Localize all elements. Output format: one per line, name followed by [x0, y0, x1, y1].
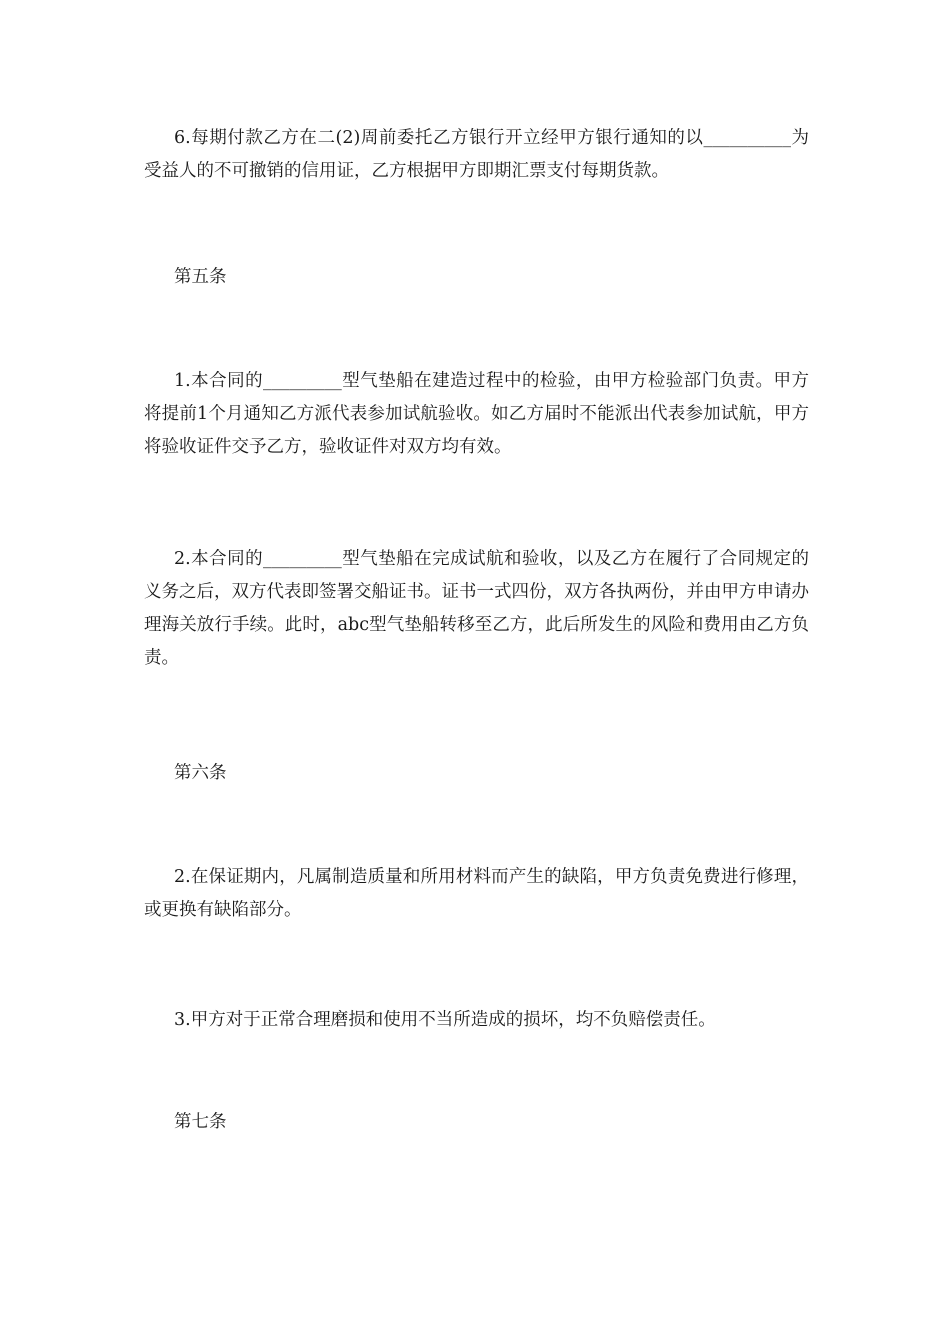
- paragraph-delivery-certificate: 2.本合同的_________型气垫船在完成试航和验收，以及乙方在履行了合同规定的义务之后，双方代表即签署交船证书。证书一式四份，双方各执两份，并由甲方申请办理海关放行手续。此时，abc型气垫船转移至乙方，此后所发生的风险和费用由乙方负责。: [144, 549, 809, 668]
- article-heading-6: 第六条: [174, 763, 227, 783]
- paragraph-inspection-trial: 1.本合同的_________型气垫船在建造过程中的检验，由甲方检验部门负责。甲方将提前1个月通知乙方派代表参加试航验收。如乙方届时不能派出代表参加试航，甲方将验收证件交予乙方，验收证件对双方均有效。: [144, 371, 809, 457]
- article-heading-7: 第七条: [174, 1112, 227, 1132]
- article-heading-5: 第五条: [174, 267, 227, 287]
- paragraph-payment-letter-of-credit: 6.每期付款乙方在二(2)周前委托乙方银行开立经甲方银行通知的以__________为受益人的不可撤销的信用证，乙方根据甲方即期汇票支付每期货款。: [144, 128, 809, 181]
- paragraph-wear-liability: 3.甲方对于正常合理磨损和使用不当所造成的损坏，均不负赔偿责任。: [174, 1010, 716, 1030]
- paragraph-warranty-repair: 2.在保证期内，凡属制造质量和所用材料而产生的缺陷，甲方负责免费进行修理，或更换有缺陷部分。: [144, 867, 809, 920]
